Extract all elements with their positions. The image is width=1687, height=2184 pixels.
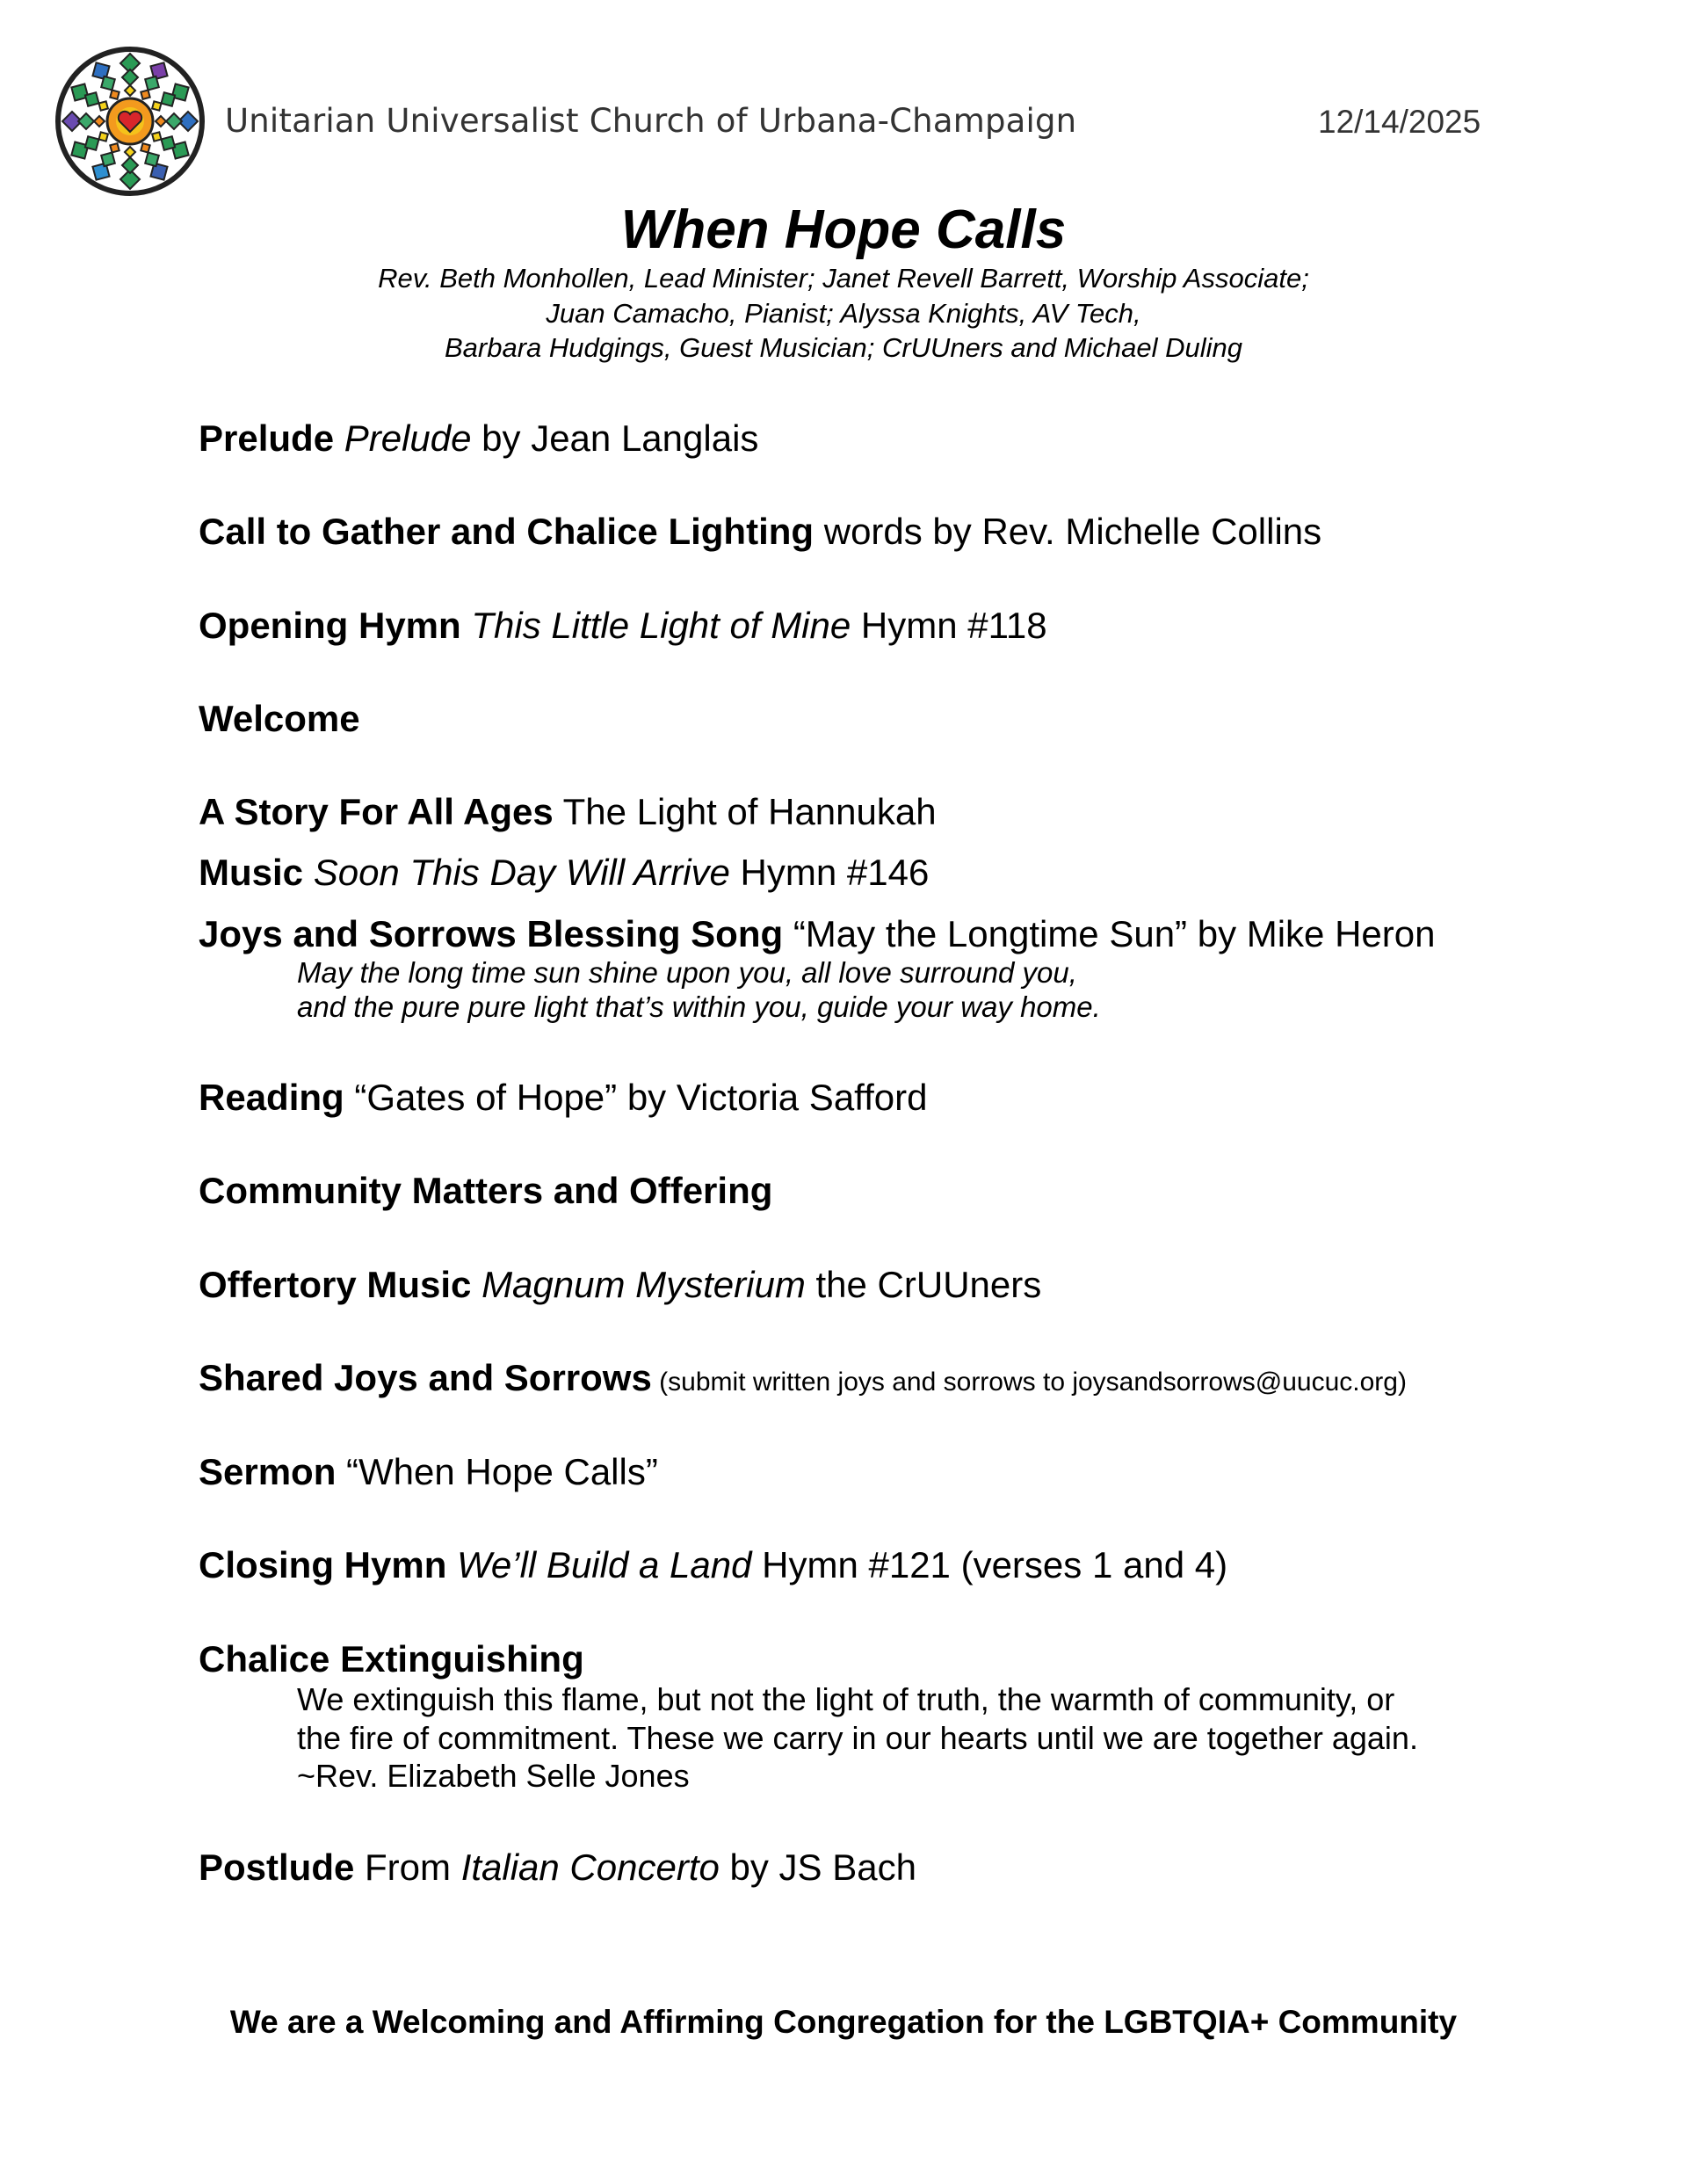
stained-glass-logo-icon	[54, 46, 206, 197]
lyrics-line: and the pure pure light that’s within you, guide your way home.	[297, 990, 1101, 1023]
order-item-community-matters	[199, 1169, 772, 1213]
service-date: 12/14/2025	[1318, 104, 1481, 140]
order-item-story	[199, 790, 937, 834]
order-item-postlude	[199, 1846, 916, 1890]
item-detail: Hymn #121 (verses 1 and 4)	[751, 1544, 1228, 1585]
church-logo	[54, 46, 206, 197]
item-label: Offertory Music	[199, 1264, 472, 1305]
item-label: Postlude	[199, 1847, 355, 1888]
item-detail: “Gates of Hope” by Victoria Safford	[344, 1077, 928, 1118]
item-detail: by Jean Langlais	[471, 417, 759, 459]
item-title: Soon This Day Will Arrive	[313, 852, 730, 893]
order-item-opening-hymn	[199, 604, 1047, 648]
item-label: Call to Gather and Chalice Lighting	[199, 511, 815, 552]
item-label: Shared Joys and Sorrows	[199, 1357, 652, 1398]
order-item-closing-hymn	[199, 1543, 1227, 1587]
item-note: (submit written joys and sorrows to joysandsorrows@uucuc.org)	[651, 1368, 1407, 1397]
item-label: Opening Hymn	[199, 605, 461, 646]
credits-line: Juan Camacho, Pianist; Alyssa Knights, AV Tech,	[546, 298, 1141, 329]
item-label: A Story For All Ages	[199, 791, 554, 832]
item-label: Music	[199, 852, 304, 893]
lyrics-line: May the long time sun shine upon you, all love surround you,	[297, 956, 1077, 989]
item-detail: by JS Bach	[719, 1847, 916, 1888]
order-item-call-to-gather	[199, 510, 1321, 554]
item-label: Closing Hymn	[199, 1544, 447, 1585]
item-title: Magnum Mysterium	[481, 1264, 806, 1305]
item-detail: the CrUUners	[805, 1264, 1042, 1305]
order-item-welcome	[199, 697, 360, 741]
item-label: Welcome	[199, 698, 360, 739]
item-label: Prelude	[199, 417, 335, 459]
service-title: When Hope Calls	[620, 200, 1067, 260]
item-detail: From	[354, 1847, 461, 1888]
item-label: Reading	[199, 1077, 344, 1118]
item-label: Chalice Extinguishing	[199, 1638, 584, 1680]
item-detail: “May the Longtime Sun” by Mike Heron	[783, 913, 1436, 954]
order-item-sermon	[199, 1450, 658, 1494]
item-title: This Little Light of Mine	[471, 605, 851, 646]
item-title: Italian Concerto	[460, 1847, 720, 1888]
item-detail: The Light of Hannukah	[553, 791, 937, 832]
extinguishing-words: the fire of commitment. These we carry in our hearts until we are together again.	[297, 1720, 1418, 1756]
church-name: Unitarian Universalist Church of Urbana-Champaign	[225, 102, 1077, 140]
credits-line: Rev. Beth Monhollen, Lead Minister; Janet Revell Barrett, Worship Associate;	[378, 263, 1309, 294]
item-title: Prelude	[344, 417, 472, 459]
item-label: Joys and Sorrows Blessing Song	[199, 913, 784, 954]
item-detail: Hymn #146	[729, 852, 930, 893]
welcoming-statement: We are a Welcoming and Affirming Congregation for the LGBTQIA+ Community	[229, 2004, 1458, 2040]
credits-line: Barbara Hudgings, Guest Musician; CrUUners and Michael Duling	[444, 332, 1243, 363]
order-item-prelude	[199, 417, 758, 461]
order-item-shared-joys	[199, 1356, 1407, 1400]
order-item-offertory	[199, 1263, 1041, 1307]
extinguishing-words: We extinguish this flame, but not the light of truth, the warmth of community, or	[297, 1681, 1395, 1717]
item-detail: “When Hope Calls”	[336, 1451, 658, 1492]
item-detail: Hymn #118	[851, 605, 1047, 646]
item-label: Community Matters and Offering	[199, 1170, 773, 1211]
order-item-chalice-extinguishing	[199, 1637, 584, 1681]
item-title: We’ll Build a Land	[457, 1544, 752, 1585]
order-item-reading	[199, 1076, 927, 1120]
order-item-music	[199, 851, 929, 895]
item-label: Sermon	[199, 1451, 337, 1492]
item-detail: words by Rev. Michelle Collins	[814, 511, 1322, 552]
order-item-joys-blessing-song	[199, 912, 1435, 956]
extinguishing-attribution: ~Rev. Elizabeth Selle Jones	[297, 1758, 690, 1794]
